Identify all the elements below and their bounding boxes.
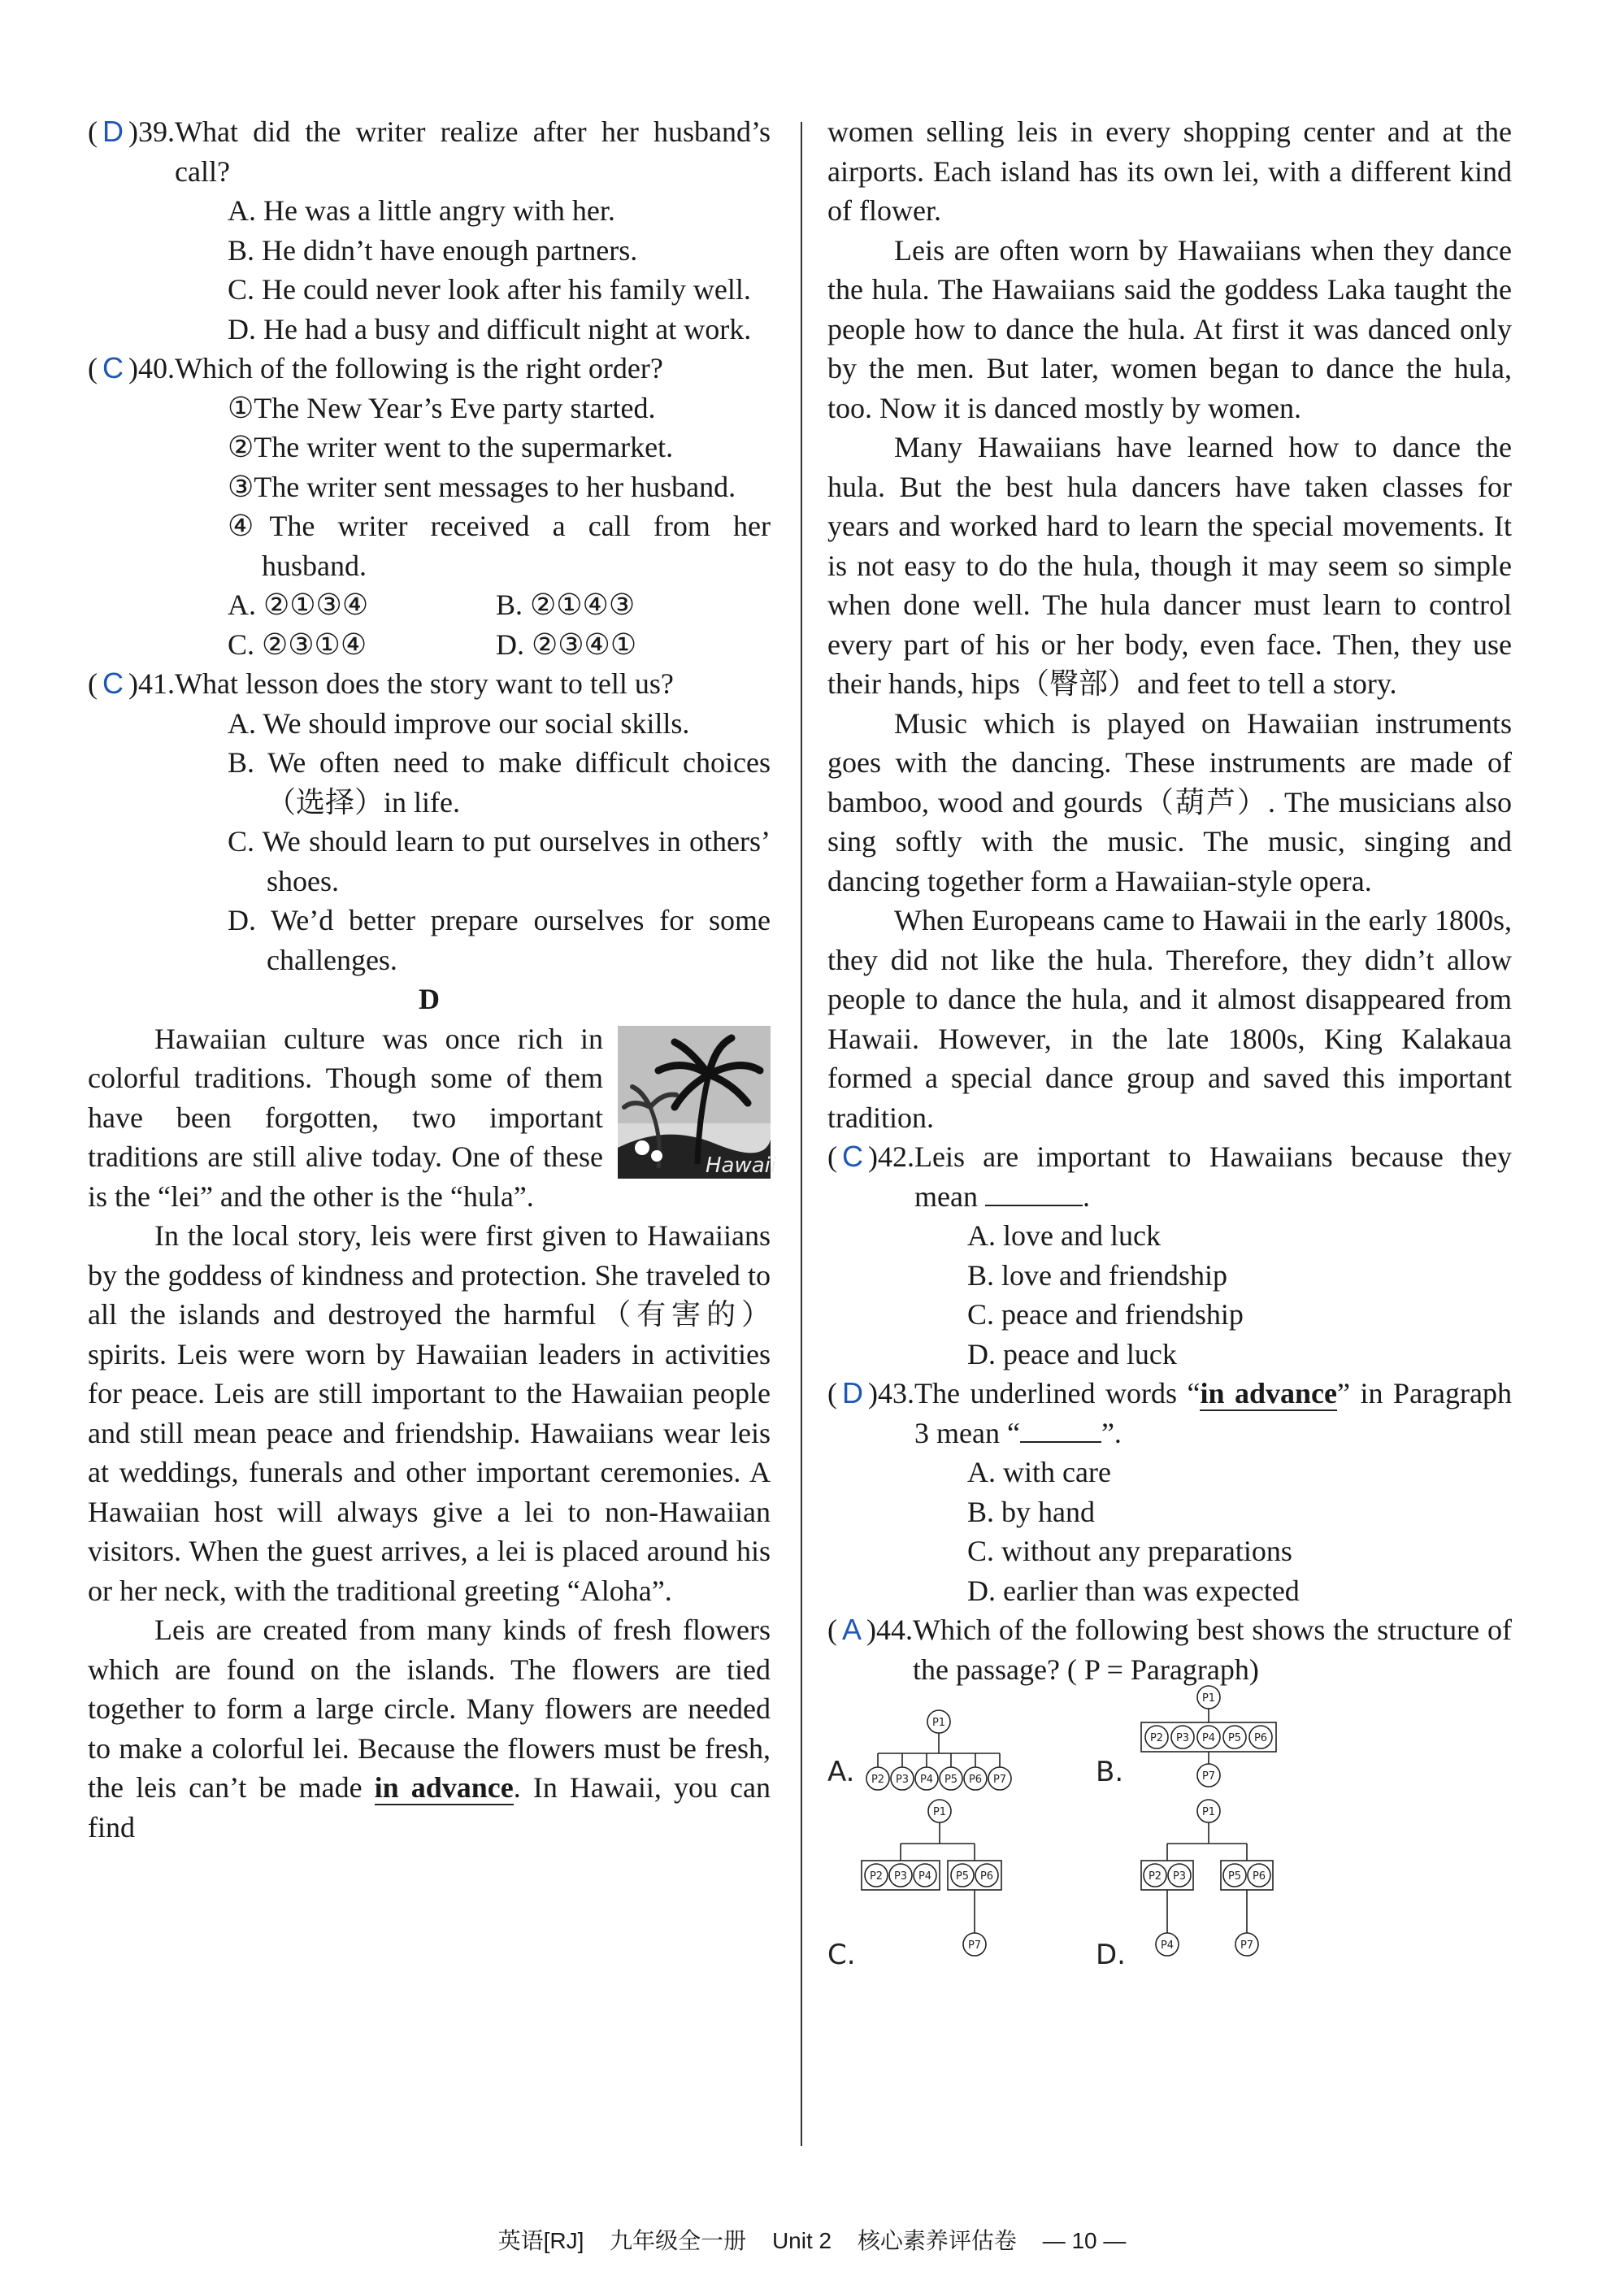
option-d-node-label: P3	[1172, 1870, 1187, 1883]
option-b-node-label: P4	[1201, 1732, 1216, 1744]
option-c-node-label: P3	[893, 1870, 908, 1883]
option-d: D. earlier than was expected	[967, 1574, 1300, 1607]
question-number: ( A )44.	[827, 1613, 914, 1646]
event-3: ③The writer sent messages to her husband.	[228, 470, 736, 503]
answer-mark: D	[842, 1376, 863, 1409]
option-d: D. ②③④①	[496, 628, 637, 661]
option-a: A. love and luck	[967, 1219, 1161, 1252]
option-label-b: B.	[1096, 1756, 1124, 1788]
option-a: A. We should improve our social skills.	[228, 706, 690, 740]
option-b: B. by hand	[967, 1495, 1095, 1528]
option-a-node-label: P5	[944, 1774, 958, 1786]
option-c: C. He could never look after his family well.	[228, 273, 751, 306]
question-number: ( C )41.	[88, 667, 175, 700]
option-b-node-label: P3	[1175, 1732, 1190, 1744]
option-list	[228, 191, 771, 349]
paragraph-3	[88, 1610, 771, 1847]
structure-diagrams	[827, 1692, 1512, 2013]
option-a-node-label: P2	[871, 1774, 885, 1786]
question-index: )44.	[866, 1614, 914, 1646]
option-label-a: A.	[827, 1756, 855, 1788]
column-divider	[801, 122, 802, 2146]
stem-text: Leis are important to Hawaiians because they mean	[914, 1140, 1512, 1213]
event-1: ①The New Year’s Eve party started.	[228, 391, 656, 424]
event-4: ④The writer received a call from her husband.	[228, 510, 771, 582]
stem-text: The underlined words “	[914, 1377, 1201, 1409]
question-39	[88, 112, 771, 349]
option-d: D. peace and luck	[967, 1337, 1177, 1370]
answer-mark: A	[842, 1613, 862, 1646]
paragraph-3-start: Leis are created from many kinds of fresh flowers which are found on the islands. The flowers are tied together to form a large circle. Many flowers are needed to make a colorful lei. Because the flowers must be fresh, the leis can’t be made	[88, 1614, 771, 1804]
option-d: D. He had a busy and difficult night at work.	[228, 312, 752, 345]
question-43	[827, 1374, 1512, 1610]
picture-caption: Hawaii	[706, 1153, 777, 1178]
stem-end: .	[1082, 1179, 1090, 1213]
option-d-node-label: P1	[1201, 1806, 1216, 1818]
question-stem	[914, 1374, 1512, 1453]
right-column	[827, 112, 1512, 2013]
passage-body	[88, 1019, 777, 1848]
option-b: B. ②①④③	[496, 589, 636, 621]
question-index: )39.	[128, 115, 175, 148]
question-number: ( C )42.	[827, 1140, 914, 1173]
hawaii-picture	[618, 1026, 777, 1179]
option-c-node-label: P7	[967, 1939, 982, 1952]
option-d-node-label: P6	[1252, 1870, 1266, 1883]
question-index: )40.	[128, 352, 175, 384]
question-stem	[914, 1137, 1512, 1216]
option-b-node-label: P1	[1201, 1692, 1216, 1705]
answer-mark: C	[102, 351, 124, 384]
option-c: C. We should learn to put ourselves in others’ shoes.	[228, 825, 771, 897]
question-index: )43.	[868, 1377, 914, 1409]
paragraph-1: Hawaiian culture was once rich in colorful traditions. Though some of them have been forgotten, two important traditions are still alive today. One of these is the “lei” and the other is the “hula”.	[88, 1022, 603, 1213]
answer-blank	[985, 1180, 1083, 1206]
option-b-node-label: P6	[1253, 1732, 1268, 1744]
option-b-node-label: P7	[1201, 1770, 1216, 1783]
option-a-node-label: P7	[992, 1774, 1007, 1786]
footer-page: — 10 —	[1042, 2228, 1127, 2253]
question-index: )42.	[868, 1140, 914, 1173]
page-footer	[0, 2223, 1624, 2256]
option-d-node-label: P7	[1240, 1939, 1254, 1952]
stem-end: ”.	[1101, 1416, 1122, 1449]
answer-mark: C	[842, 1140, 863, 1173]
option-b-node-label: P5	[1227, 1732, 1242, 1744]
event-list	[228, 389, 771, 665]
answer-blank	[1020, 1417, 1101, 1443]
paragraph-3-end: . In Hawaii, you can find	[88, 1771, 771, 1844]
question-number: ( D )43.	[827, 1376, 914, 1409]
paragraph-7: When Europeans came to Hawaii in the early 1800s, they did not like the hula. Therefore, they didn’t allow people to dance the hula, and it almost disappeared from Hawaii. However, in the late 1800s, King Kalakaua formed a special dance group and saved this important tradition.	[827, 904, 1512, 1134]
paragraph-5: Many Hawaiians have learned how to dance the hula. But the best hula dancers have taken classes for years and worked hard to learn the special movements. It is not easy to do the hula, though it may seem so simple when done well. The hula dancer must learn to control every part of his or her body, even face. Then, they use their hands, hips（臀部）and feet to tell a story.	[827, 431, 1512, 700]
event-2: ②The writer went to the supermarket.	[228, 431, 674, 463]
passage-heading: D	[419, 983, 440, 1015]
option-c: C. ②③①④	[228, 628, 367, 661]
question-number: ( D )39.	[88, 115, 175, 148]
left-column	[88, 112, 777, 1847]
option-a: A. with care	[967, 1456, 1111, 1488]
option-b: B. We often need to make difficult choices（选择）in life.	[228, 746, 771, 819]
footer-grade: 九年级全一册	[610, 2228, 747, 2253]
option-d-node-label: P5	[1227, 1870, 1242, 1883]
structure-options-svg	[827, 1692, 1512, 2013]
option-list	[228, 704, 771, 980]
question-40	[88, 349, 771, 664]
footer-title: 核心素养评估卷	[857, 2228, 1017, 2253]
question-number: ( C )40.	[88, 351, 175, 384]
question-index: )41.	[128, 667, 175, 700]
option-a-node-label: P1	[931, 1717, 946, 1729]
option-c: C. without any preparations	[967, 1535, 1292, 1567]
footer-unit: Unit 2	[771, 2228, 832, 2253]
question-44	[827, 1610, 1512, 2013]
question-41	[88, 664, 771, 979]
question-42	[827, 1137, 1512, 1374]
option-d-node-label: P4	[1160, 1939, 1175, 1952]
option-b: B. He didn’t have enough partners.	[228, 233, 638, 267]
option-a: A. ②①③④	[228, 589, 369, 621]
answer-mark: D	[102, 115, 124, 148]
option-d-node-label: P2	[1148, 1870, 1162, 1883]
option-a-node-label: P6	[968, 1774, 983, 1786]
option-b: B. love and friendship	[967, 1258, 1227, 1292]
paragraph-2: In the local story, leis were first given to Hawaiians by the goddess of kindness and protection. She traveled to all the islands and destroyed the harmful（有害的）spirits. Leis were worn by Hawaiian leaders in activities for peace. Leis are still important to the Hawaiian people and still mean peace and friendship. Hawaiians wear leis at weddings, funerals and other important ceremonies. A Hawaiian host will always give a lei to non-Hawaiian visitors. When the guest arrives, a lei is placed around his or her neck, with the traditional greeting “Aloha”.	[88, 1219, 771, 1607]
option-a-node-label: P4	[919, 1774, 934, 1786]
footer-subject: 英语[RJ]	[497, 2228, 584, 2253]
question-stem: What did the writer realize after her husband’s call?	[175, 115, 771, 188]
option-list	[967, 1216, 1512, 1374]
answer-mark: C	[102, 667, 124, 700]
option-grid	[228, 585, 771, 664]
option-a: A. He was a little angry with her.	[228, 194, 615, 227]
option-label-d: D.	[1096, 1939, 1126, 1971]
option-c-node-label: P4	[918, 1870, 932, 1883]
option-list	[967, 1453, 1512, 1610]
option-c-node-label: P2	[869, 1870, 884, 1883]
question-stem: Which of the following is the right order?	[175, 352, 663, 384]
underlined-phrase: in advance	[374, 1771, 514, 1804]
paragraph-4: Leis are often worn by Hawaiians when they dance the hula. The Hawaiians said the goddess Laka taught the people how to dance the hula. At first it was danced only by the men. But later, women began to dance the hula, too. Now it is danced mostly by women.	[827, 233, 1512, 424]
option-a-node-label: P3	[895, 1774, 910, 1786]
stem-text-mid: ” in Paragraph 3 mean “	[914, 1377, 1512, 1449]
underlined-phrase: in advance	[1200, 1377, 1338, 1409]
option-c: C. peace and friendship	[967, 1298, 1244, 1331]
question-stem: Which of the following best shows the structure of the passage? ( P = Paragraph)	[913, 1614, 1512, 1686]
question-stem: What lesson does the story want to tell us?	[175, 667, 674, 700]
option-d: D. We’d better prepare ourselves for some challenges.	[228, 904, 771, 976]
option-b-node-label: P2	[1149, 1732, 1164, 1744]
option-c-node-label: P6	[979, 1870, 994, 1883]
option-c-node-label: P1	[932, 1806, 947, 1818]
paragraph-6: Music which is played on Hawaiian instruments goes with the dancing. These instruments are made of bamboo, wood and gourds（葫芦）. The musicians also sing softly with the music. The music, singing and dancing together form a Hawaiian-style opera.	[827, 706, 1512, 897]
option-label-c: C.	[827, 1939, 856, 1971]
paragraph-3-continued: women selling leis in every shopping center and at the airports. Each island has its own lei, with a different kind of flower.	[827, 115, 1512, 227]
option-c-node-label: P5	[955, 1870, 970, 1883]
